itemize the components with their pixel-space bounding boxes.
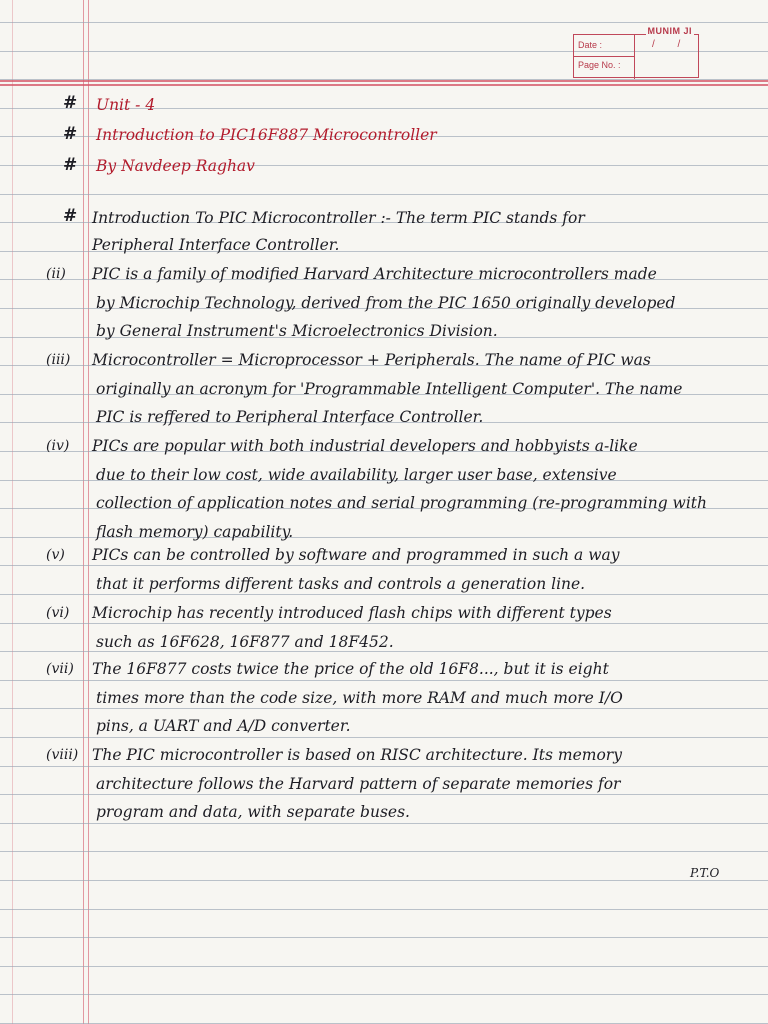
point-line: due to their low cost, wide availability, larger user base, extensive [96, 466, 617, 484]
topic-heading: Introduction to PIC16F887 Microcontroller [96, 126, 437, 144]
point-line: by Microchip Technology, derived from the PIC 1650 originally developed [96, 294, 676, 312]
point-line: The 16F877 costs twice the price of the old 16F8..., but it is eight [92, 660, 609, 678]
point-label: (viii) [46, 747, 79, 763]
hash-mark: # [63, 155, 78, 175]
point-line: originally an acronym for 'Programmable Intelligent Computer'. The name [96, 380, 683, 398]
ruled-line [0, 794, 768, 795]
margin-line-left-2 [88, 0, 89, 1024]
point-line: PIC is reffered to Peripheral Interface Controller. [96, 408, 484, 426]
ruled-line [0, 194, 768, 195]
point-line: collection of application notes and serial programming (re-programming with [96, 494, 707, 512]
point-line: flash memory) capability. [96, 523, 294, 541]
ruled-line [0, 880, 768, 881]
hash-mark: # [63, 93, 78, 113]
header-red-line [0, 84, 768, 86]
stamp-divider [574, 56, 634, 57]
point-label: (iv) [46, 438, 70, 454]
point-label: (vii) [46, 661, 74, 677]
ruled-line [0, 909, 768, 910]
point-line: architecture follows the Harvard pattern of separate memories for [96, 775, 621, 793]
author-line: By Navdeep Raghav [96, 157, 255, 175]
point-line: program and data, with separate buses. [96, 803, 410, 821]
intro-line-2: Peripheral Interface Controller. [92, 236, 340, 254]
point-label: (v) [46, 547, 65, 563]
intro-line-1: Introduction To PIC Microcontroller :- The term PIC stands for [92, 209, 585, 227]
point-line: Microchip has recently introduced flash chips with different types [92, 604, 612, 622]
point-line: PICs can be controlled by software and programmed in such a way [92, 546, 620, 564]
ruled-line [0, 766, 768, 767]
hash-mark: # [63, 124, 78, 144]
ruled-line [0, 651, 768, 652]
page-no-label: Page No. : [578, 60, 621, 70]
ruled-line [0, 565, 768, 566]
ruled-line [0, 823, 768, 824]
point-label: (vi) [46, 605, 70, 621]
point-line: pins, a UART and A/D converter. [96, 717, 351, 735]
margin-line-left-faint [12, 0, 13, 1024]
point-line: The PIC microcontroller is based on RISC architecture. Its memory [92, 746, 622, 764]
stamp-brand: MUNIM JI [647, 26, 692, 36]
point-line: times more than the code size, with more RAM and much more I/O [96, 689, 623, 707]
point-label: (ii) [46, 266, 66, 282]
point-line: such as 16F628, 16F877 and 18F452. [96, 633, 394, 651]
point-line: PIC is a family of modified Harvard Architecture microcontrollers made [92, 265, 657, 283]
ruled-line [0, 680, 768, 681]
header-red-line [0, 80, 768, 82]
unit-heading: Unit - 4 [96, 96, 156, 114]
ruled-line [0, 737, 768, 738]
ruled-line [0, 623, 768, 624]
pto-note: P.T.O [690, 866, 720, 880]
point-line: that it performs different tasks and controls a generation line. [96, 575, 586, 593]
ruled-line [0, 966, 768, 967]
date-label: Date : [578, 40, 603, 50]
ruled-line [0, 937, 768, 938]
point-line: by General Instrument's Microelectronics Division. [96, 322, 498, 340]
margin-line-left [83, 0, 84, 1024]
point-label: (iii) [46, 352, 71, 368]
ruled-line [0, 594, 768, 595]
point-line: Microcontroller = Microprocessor + Peripherals. The name of PIC was [92, 351, 651, 369]
ruled-line [0, 851, 768, 852]
ruled-line [0, 708, 768, 709]
date-page-stamp [573, 26, 699, 78]
stamp-vertical-divider [634, 35, 635, 79]
ruled-line [0, 22, 768, 23]
ruled-line [0, 994, 768, 995]
point-line: PICs are popular with both industrial developers and hobbyists a-like [92, 437, 638, 455]
hash-mark: # [63, 206, 78, 226]
date-value: / / [652, 39, 691, 50]
